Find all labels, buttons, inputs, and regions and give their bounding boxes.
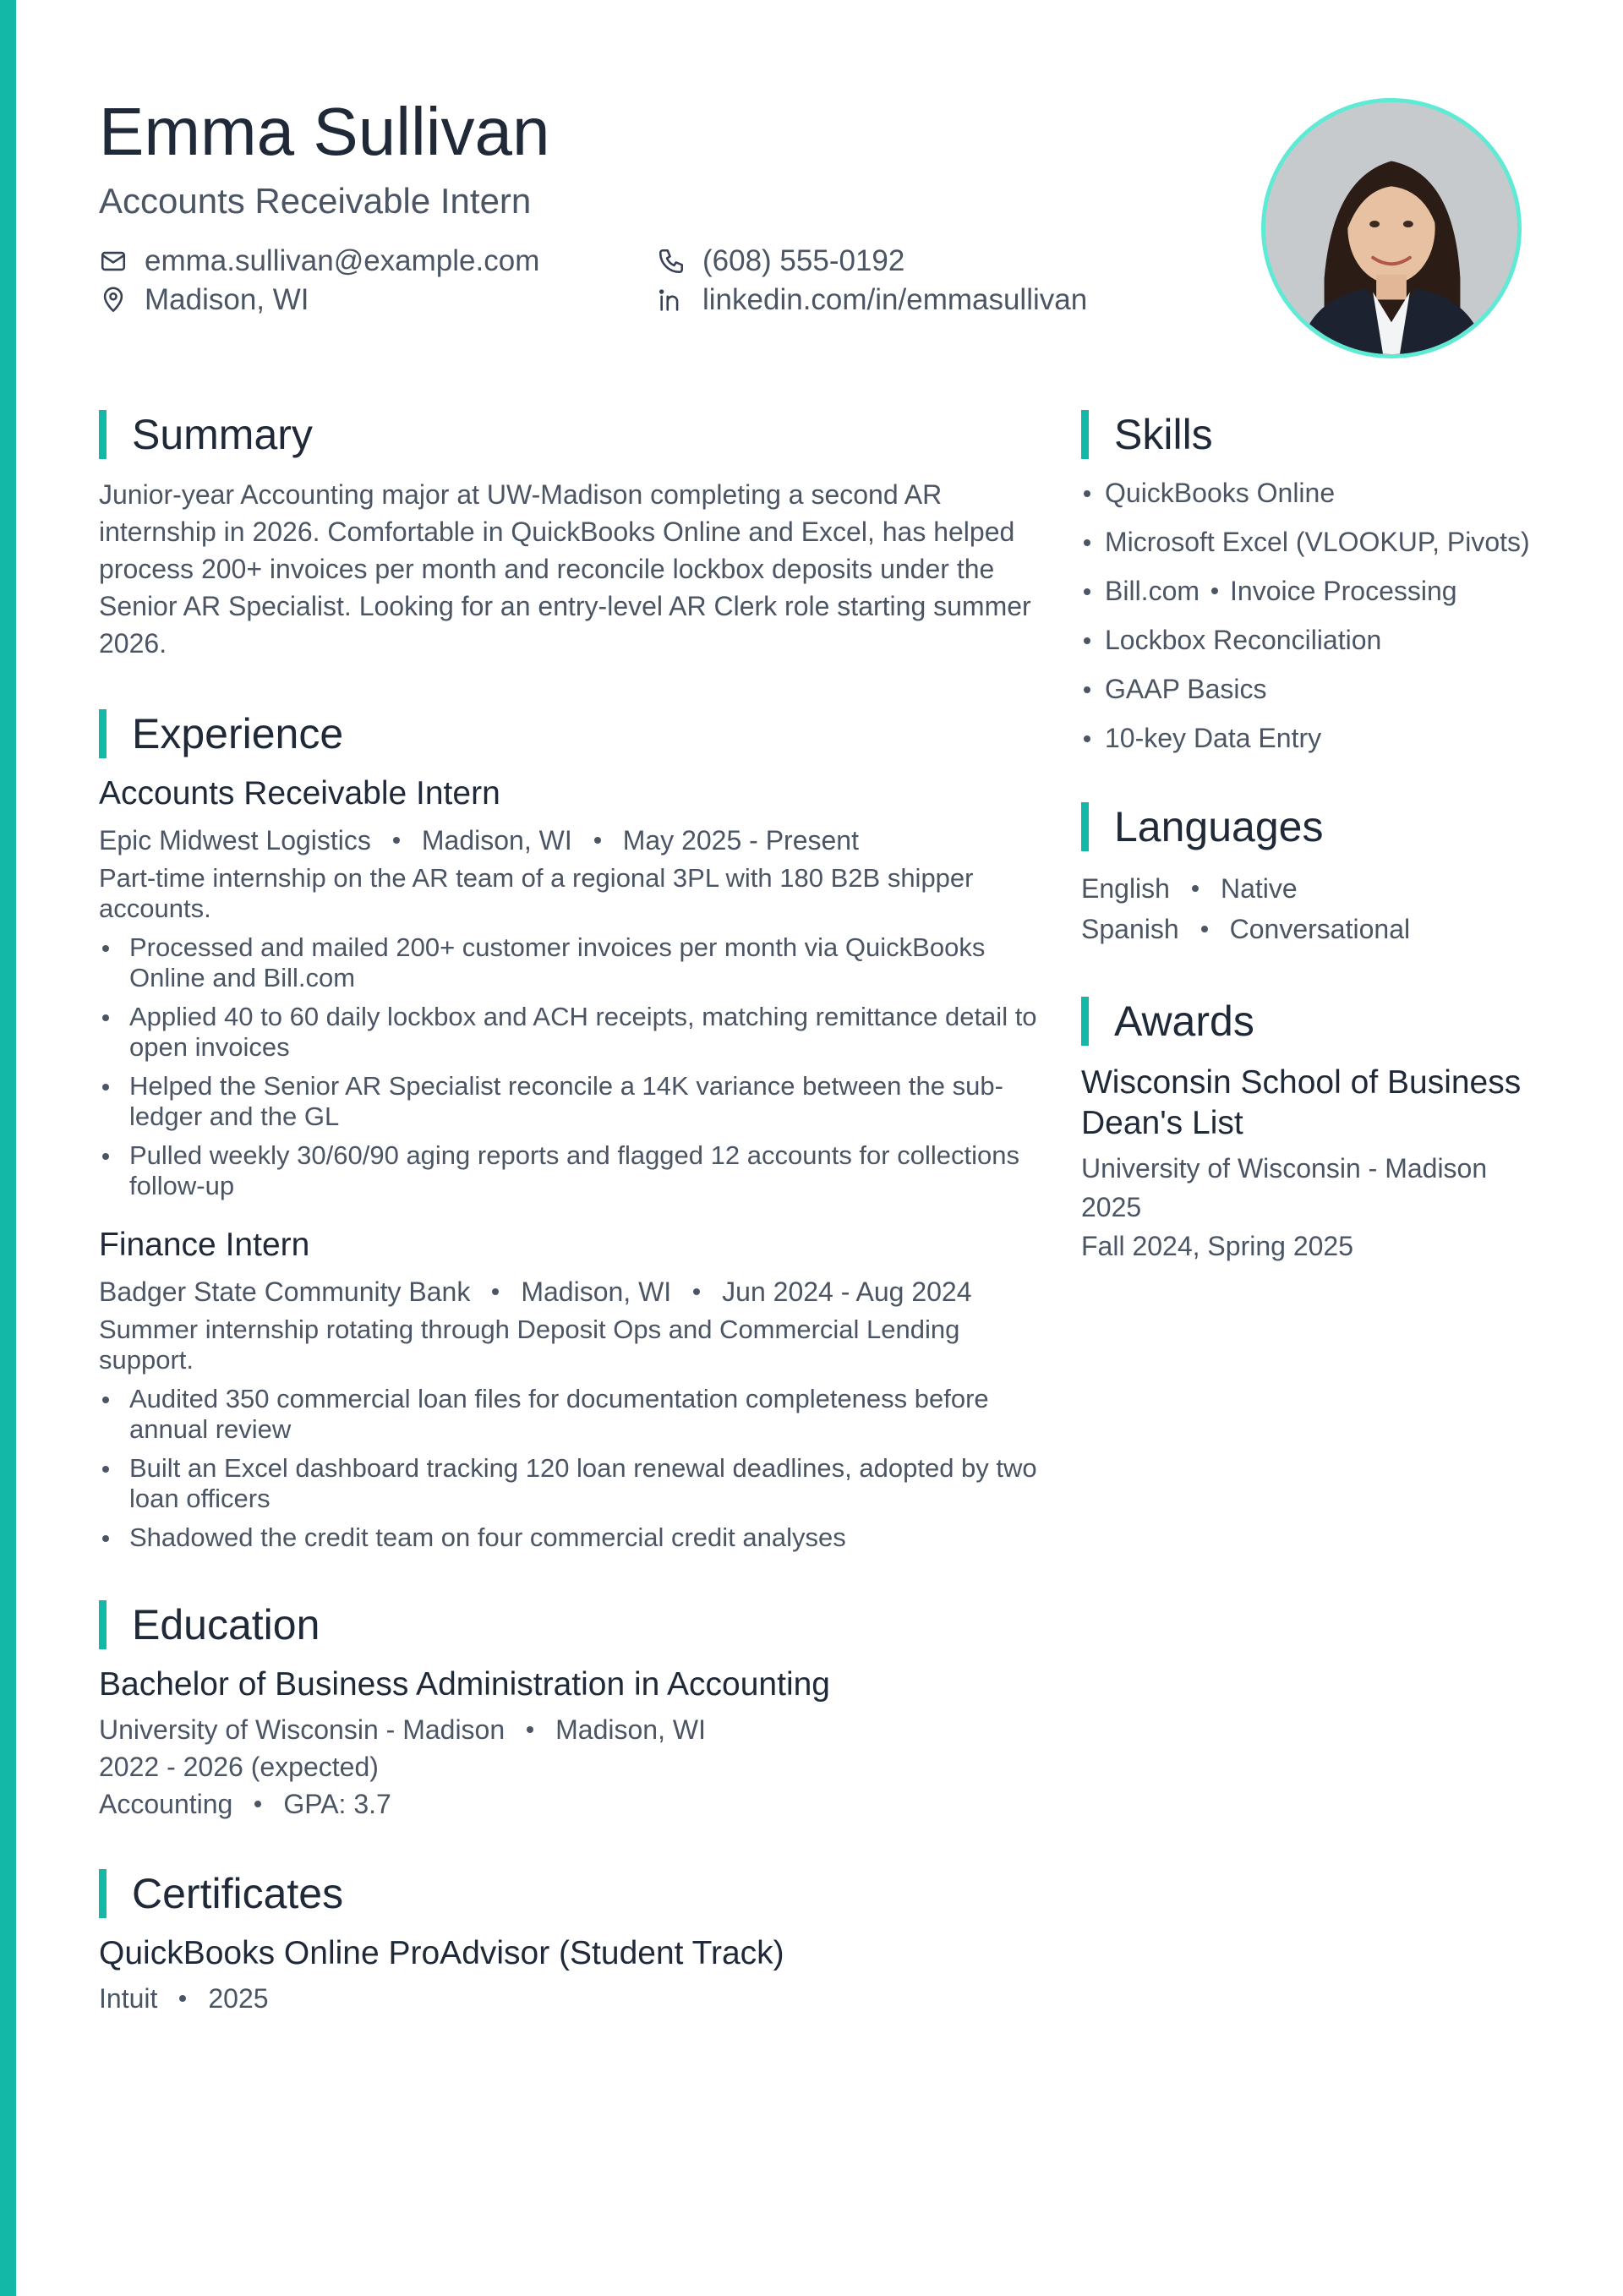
degree-title: Bachelor of Business Administration in Accounting	[99, 1666, 830, 1703]
main-column	[99, 410, 1037, 2064]
list-item: Built an Excel dashboard tracking 120 loan renewal deadlines, adopted by two loan officers	[99, 1453, 1037, 1514]
school-meta	[99, 1712, 1037, 1747]
location-text: Madison, WI	[145, 283, 309, 316]
job-location: Madison, WI	[421, 825, 572, 856]
skills-list	[1081, 476, 1555, 755]
job-bullets	[99, 1384, 1037, 1553]
certificate-issuer: Intuit	[99, 1983, 158, 2014]
certificate-year: 2025	[208, 1983, 269, 2014]
job-meta	[99, 823, 1037, 858]
education-title: Education	[132, 1601, 320, 1648]
contact-phone[interactable]	[657, 243, 1164, 279]
section-accent	[1081, 410, 1089, 459]
contact-email[interactable]	[99, 243, 657, 279]
list-item: Helped the Senior AR Specialist reconcile a 14K variance between the sub-ledger and the GL	[99, 1071, 1037, 1132]
list-item: Processed and mailed 200+ customer invoices per month via QuickBooks Online and Bill.com	[99, 932, 1037, 993]
award-year: 2025	[1081, 1192, 1142, 1222]
field-meta	[99, 1786, 1037, 1822]
certificates-section	[99, 1869, 1037, 2016]
certificate-name: QuickBooks Online ProAdvisor (Student Track)	[99, 1935, 784, 1971]
side-column	[1081, 410, 1555, 1309]
skill-item	[1081, 574, 1555, 608]
separator-dot	[594, 837, 601, 844]
job-description: Summer internship rotating through Deposit Ops and Commercial Lending support.	[99, 1315, 960, 1375]
mail-icon	[99, 247, 128, 276]
job-location: Madison, WI	[521, 1276, 672, 1307]
job-dates: Jun 2024 - Aug 2024	[722, 1276, 972, 1307]
skill-item-text: Invoice Processing	[1230, 576, 1457, 606]
certificates-title: Certificates	[132, 1870, 344, 1917]
experience-heading	[99, 709, 1037, 758]
language-level: Conversational	[1229, 914, 1411, 944]
skill-item: Lockbox Reconciliation	[1081, 623, 1555, 657]
education-heading	[99, 1600, 1037, 1649]
language-level: Native	[1220, 873, 1298, 904]
phone-icon	[657, 247, 686, 276]
language-row	[1081, 868, 1555, 909]
awards-heading	[1081, 997, 1555, 1046]
summary-heading	[99, 410, 1037, 459]
separator-dot	[492, 1288, 499, 1295]
skills-section	[1081, 410, 1555, 755]
section-accent	[99, 709, 107, 758]
job-description: Part-time internship on the AR team of a regional 3PL with 180 B2B shipper accounts.	[99, 863, 974, 923]
separator-dot	[393, 837, 400, 844]
list-item: Audited 350 commercial loan files for documentation completeness before annual review	[99, 1384, 1037, 1445]
awards-title: Awards	[1114, 998, 1254, 1045]
school-location: Madison, WI	[555, 1714, 706, 1745]
profile-photo	[1261, 98, 1522, 358]
summary-section	[99, 410, 1037, 662]
resume-header	[99, 93, 1198, 318]
section-accent	[1081, 802, 1089, 851]
job-entry	[99, 775, 1037, 1201]
section-accent	[99, 1600, 107, 1649]
contact-info	[99, 243, 1198, 318]
list-item: Applied 40 to 60 daily lockbox and ACH receipts, matching remittance detail to open invoices	[99, 1002, 1037, 1063]
separator-dot	[179, 1995, 186, 2002]
award-terms: Fall 2024, Spring 2025	[1081, 1231, 1353, 1261]
languages-section	[1081, 802, 1555, 949]
skills-heading	[1081, 410, 1555, 459]
education-section	[99, 1600, 1037, 1822]
contact-location	[99, 282, 657, 318]
job-company: Epic Midwest Logistics	[99, 825, 371, 856]
linkedin-text: linkedin.com/in/emmasullivan	[702, 283, 1088, 316]
job-company: Badger State Community Bank	[99, 1276, 471, 1307]
section-accent	[99, 1869, 107, 1918]
awards-section	[1081, 997, 1555, 1262]
languages-heading	[1081, 802, 1555, 851]
section-accent	[1081, 997, 1089, 1046]
map-pin-icon	[99, 286, 128, 314]
job-bullets	[99, 932, 1037, 1201]
education-dates: 2022 - 2026 (expected)	[99, 1752, 379, 1782]
contact-linkedin[interactable]	[657, 282, 1164, 318]
list-item: Shadowed the credit team on four commercial credit analyses	[99, 1522, 1037, 1553]
skill-item: 10-key Data Entry	[1081, 721, 1555, 755]
avatar-portrait	[1265, 102, 1517, 354]
award-name: Wisconsin School of Business Dean's List	[1081, 1064, 1522, 1141]
certificate-meta	[99, 1981, 1037, 2016]
candidate-name: Emma Sullivan	[99, 94, 550, 169]
separator-dot	[1211, 588, 1218, 594]
summary-text: Junior-year Accounting major at UW-Madison completing a second AR internship in 2026. Comfortable in QuickBooks Online and Excel, has helped process 200+ invoices per month and reconcile lockbox deposits under the Senior AR Specialist. Looking for an entry-level AR Clerk role starting summer 2026.	[99, 479, 1031, 659]
separator-dot	[527, 1726, 533, 1733]
school-name: University of Wisconsin - Madison	[99, 1714, 505, 1745]
skill-item-text: Bill.com	[1105, 576, 1200, 606]
job-meta	[99, 1274, 1037, 1309]
gpa: GPA: 3.7	[283, 1789, 391, 1819]
phone-text: (608) 555-0192	[702, 244, 905, 277]
job-entry	[99, 1227, 1037, 1553]
certificates-heading	[99, 1869, 1037, 1918]
separator-dot	[1192, 885, 1199, 892]
skill-item: Microsoft Excel (VLOOKUP, Pivots)	[1081, 525, 1555, 559]
skill-item: QuickBooks Online	[1081, 476, 1555, 510]
skills-title: Skills	[1114, 411, 1213, 458]
separator-dot	[693, 1288, 700, 1295]
language-name: Spanish	[1081, 914, 1179, 944]
separator-dot	[254, 1801, 261, 1807]
linkedin-icon	[657, 286, 686, 314]
experience-section	[99, 709, 1037, 1553]
languages-title: Languages	[1114, 803, 1324, 850]
award-org: University of Wisconsin - Madison	[1081, 1153, 1488, 1184]
job-title: Finance Intern	[99, 1227, 310, 1263]
experience-title: Experience	[132, 710, 344, 757]
email-text: emma.sullivan@example.com	[145, 244, 540, 277]
summary-title: Summary	[132, 411, 313, 458]
language-row	[1081, 909, 1555, 949]
separator-dot	[1201, 926, 1208, 932]
field-of-study: Accounting	[99, 1789, 233, 1819]
job-dates: May 2025 - Present	[622, 825, 859, 856]
list-item: Pulled weekly 30/60/90 aging reports and flagged 12 accounts for collections follow-up	[99, 1140, 1037, 1201]
skill-item: GAAP Basics	[1081, 672, 1555, 706]
job-title: Accounts Receivable Intern	[99, 775, 500, 812]
accent-bar	[0, 0, 16, 2296]
language-name: English	[1081, 873, 1170, 904]
section-accent	[99, 410, 107, 459]
candidate-role: Accounts Receivable Intern	[99, 181, 532, 221]
